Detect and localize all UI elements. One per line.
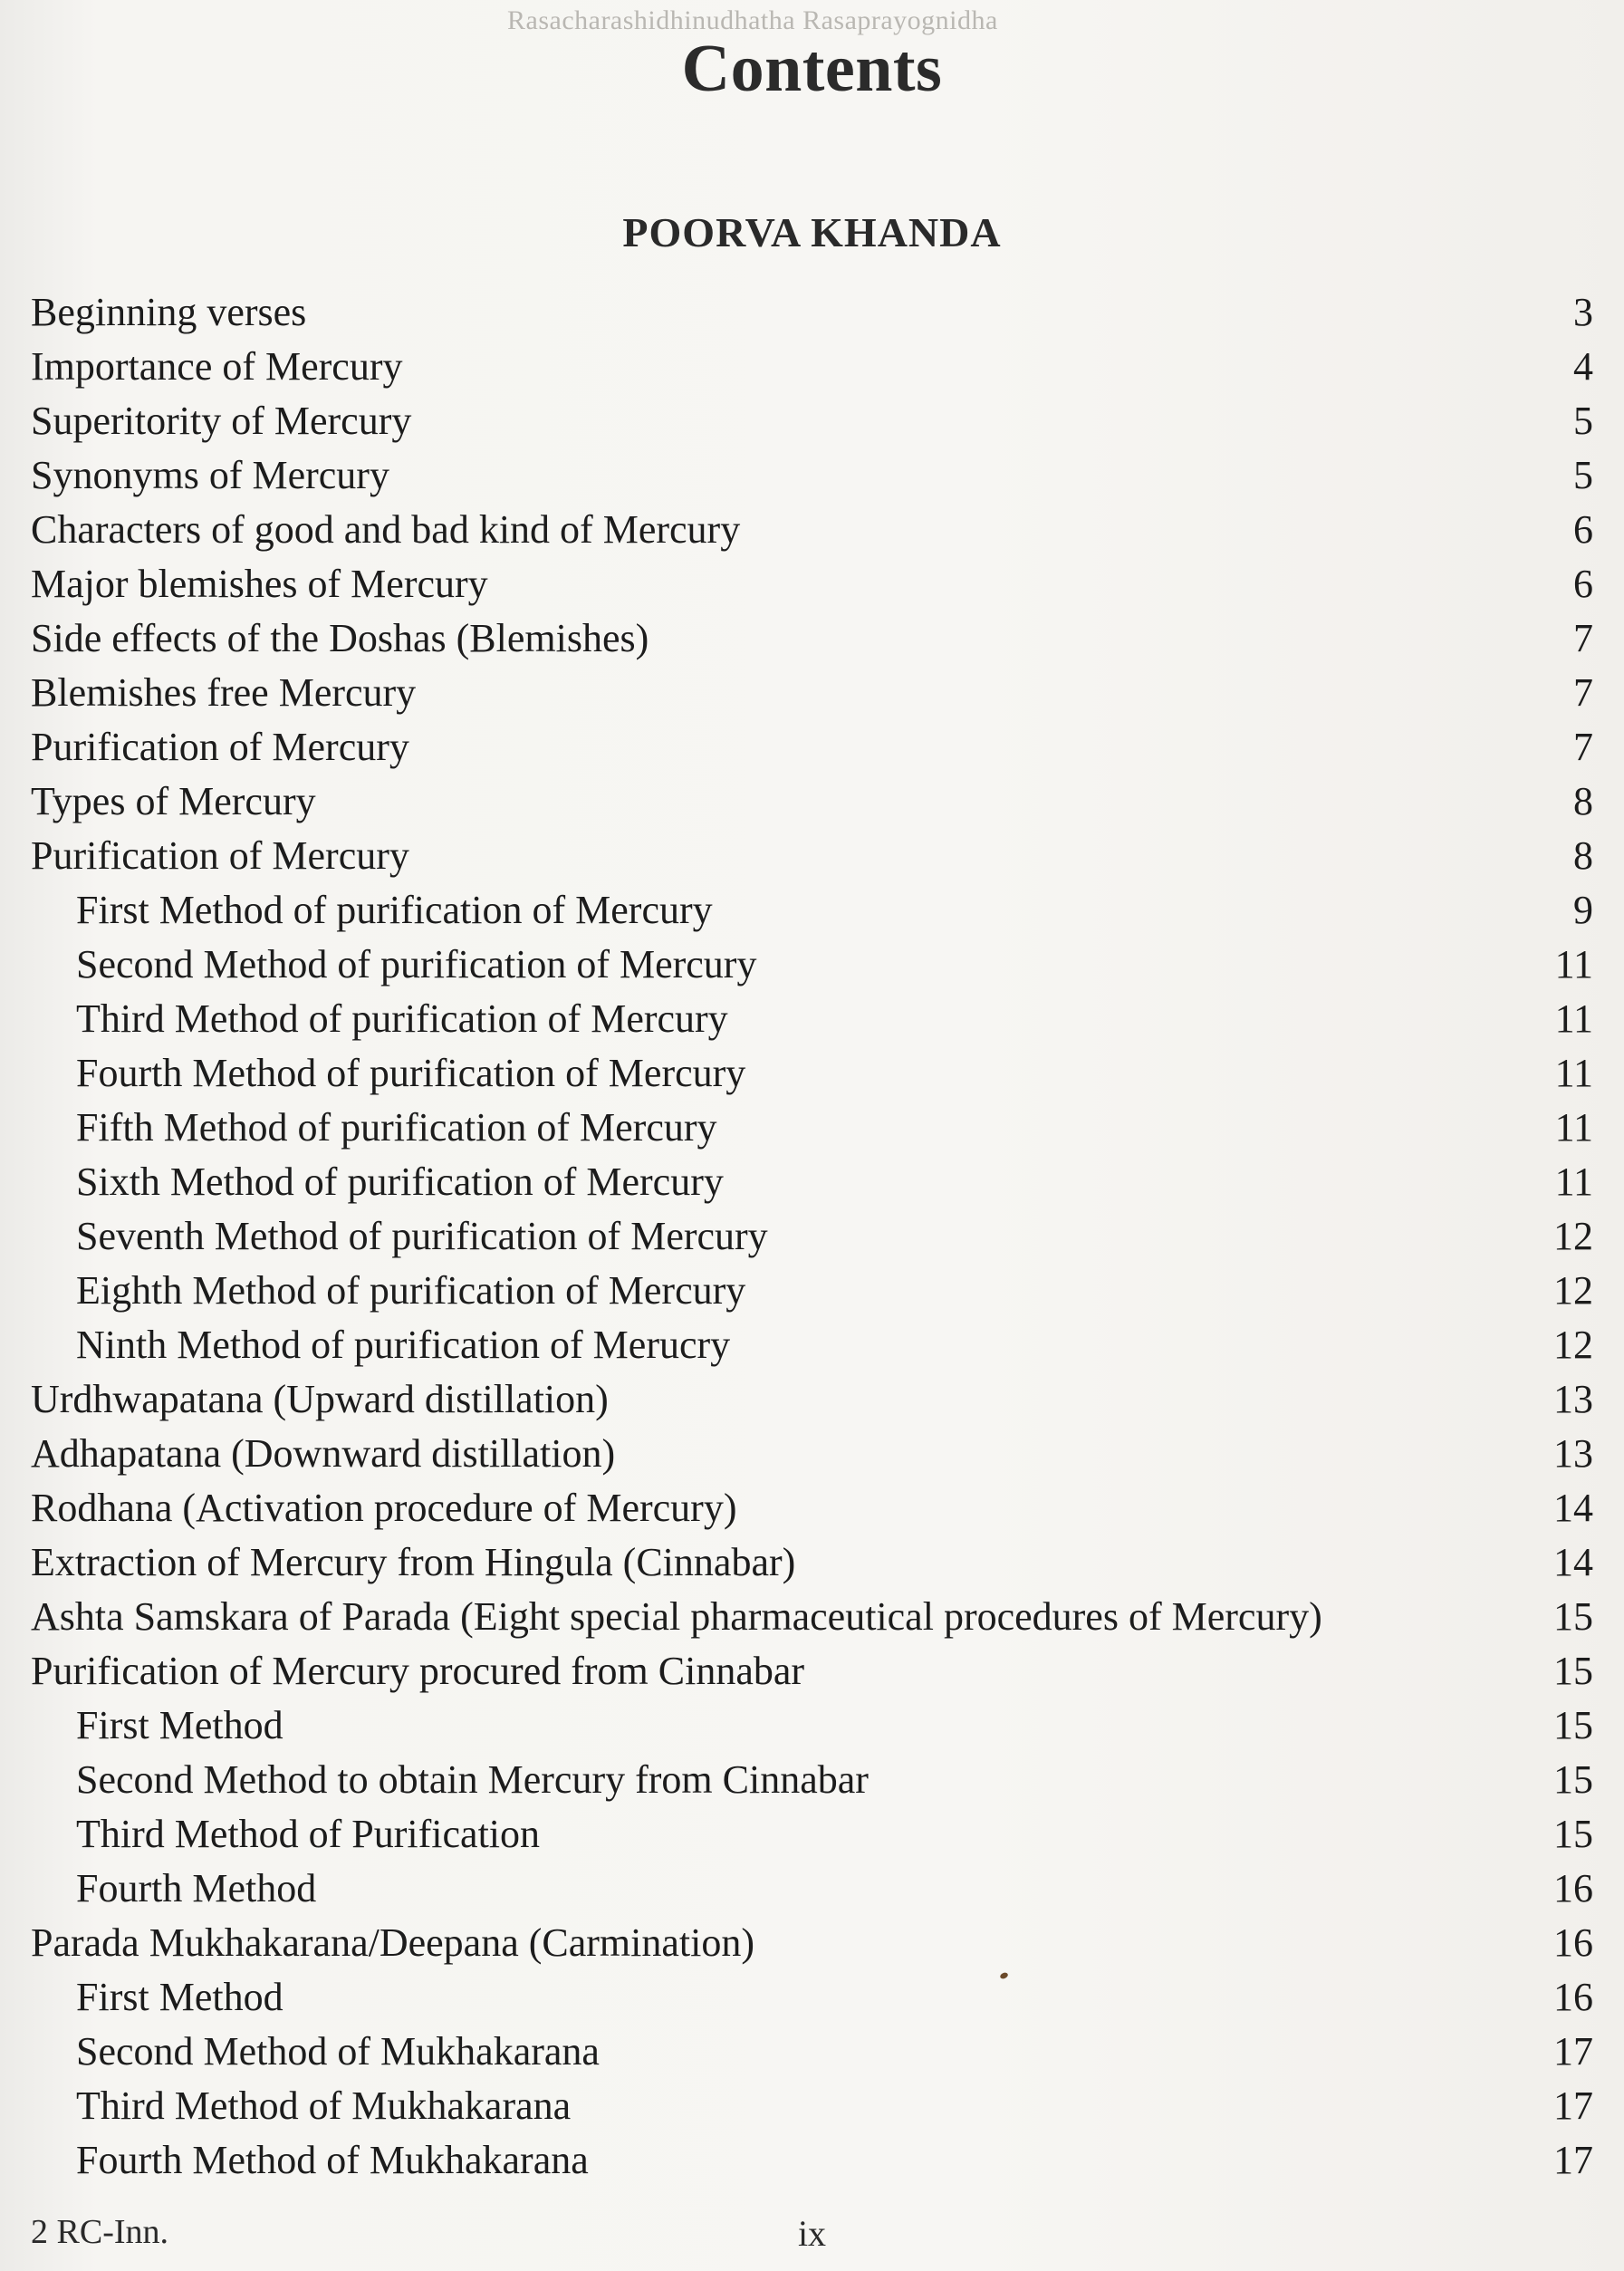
toc-entry-page: 13 bbox=[1553, 1377, 1593, 1421]
toc-entry bbox=[31, 340, 1593, 394]
toc-entry bbox=[31, 394, 1593, 448]
toc-entry-title: First Method of purification of Mercury bbox=[76, 888, 713, 932]
toc-entry-title: Fourth Method of Mukhakarana bbox=[76, 2138, 589, 2182]
toc-entry-title: First Method bbox=[76, 1703, 283, 1747]
page-number-roman: ix bbox=[797, 2213, 827, 2254]
toc-entry bbox=[31, 1155, 1593, 1209]
toc-entry bbox=[31, 1916, 1593, 1970]
toc-entry-page: 15 bbox=[1553, 1649, 1593, 1693]
toc-entry-title: Eighth Method of purification of Mercury bbox=[76, 1268, 746, 1313]
toc-entry-title: Seventh Method of purification of Mercury bbox=[76, 1214, 768, 1258]
toc-entry bbox=[31, 1209, 1593, 1264]
toc-entry-title: Purification of Mercury bbox=[31, 725, 409, 769]
toc-entry-page: 15 bbox=[1553, 1703, 1593, 1747]
toc-entry bbox=[31, 1535, 1593, 1590]
toc-entry-page: 15 bbox=[1553, 1812, 1593, 1856]
toc-entry-title: Second Method of purification of Mercury bbox=[76, 942, 757, 986]
toc-entry-page: 17 bbox=[1553, 2138, 1593, 2182]
toc-entry-page: 16 bbox=[1553, 1866, 1593, 1910]
toc-entry-page: 4 bbox=[1573, 344, 1593, 389]
toc-entry-title: Characters of good and bad kind of Mercury bbox=[31, 507, 741, 552]
toc-entry-title: Ninth Method of purification of Merucry bbox=[76, 1323, 731, 1367]
toc-entry bbox=[31, 503, 1593, 557]
toc-entry bbox=[31, 557, 1593, 611]
toc-entry bbox=[31, 1698, 1593, 1753]
toc-entry-page: 14 bbox=[1553, 1486, 1593, 1530]
footer-signature: 2 RC-Inn. bbox=[31, 2213, 168, 2251]
toc-entry bbox=[31, 2025, 1593, 2079]
toc-entry-title: Importance of Mercury bbox=[31, 344, 403, 389]
toc-entry bbox=[31, 448, 1593, 503]
toc-entry bbox=[31, 666, 1593, 720]
toc-entry-title: Second Method to obtain Mercury from Cinnabar bbox=[76, 1757, 869, 1802]
toc-entry-title: Extraction of Mercury from Hingula (Cinnabar) bbox=[31, 1540, 796, 1584]
toc-entry bbox=[31, 992, 1593, 1046]
toc-entry-title: Third Method of Mukhakarana bbox=[76, 2083, 572, 2128]
toc-entry bbox=[31, 1481, 1593, 1535]
toc-entry-title: Purification of Mercury procured from Cinnabar bbox=[31, 1649, 805, 1693]
toc-entry bbox=[31, 1970, 1593, 2025]
toc-entry-title: Fourth Method of purification of Mercury bbox=[76, 1051, 746, 1095]
toc-entry bbox=[31, 1807, 1593, 1862]
toc-entry-page: 15 bbox=[1553, 1594, 1593, 1639]
toc-entry-title: Fourth Method bbox=[76, 1866, 317, 1910]
toc-entry-page: 7 bbox=[1573, 725, 1593, 769]
toc-entry-title: Third Method of Purification bbox=[76, 1812, 541, 1856]
toc-entry bbox=[31, 2133, 1593, 2188]
toc-entry bbox=[31, 829, 1593, 883]
toc-entry-page: 11 bbox=[1554, 942, 1593, 986]
toc-entry bbox=[31, 1590, 1593, 1644]
toc-entry-title: Major blemishes of Mercury bbox=[31, 562, 488, 606]
toc-entry-page: 14 bbox=[1553, 1540, 1593, 1584]
toc-entry-page: 16 bbox=[1553, 1975, 1593, 2019]
toc-entry-title: First Method bbox=[76, 1975, 283, 2019]
toc-entry-page: 3 bbox=[1573, 290, 1593, 334]
toc-entry bbox=[31, 611, 1593, 666]
toc-entry-page: 12 bbox=[1553, 1214, 1593, 1258]
toc-entry-title: Parada Mukhakarana/Deepana (Carmination) bbox=[31, 1920, 754, 1965]
running-header-bleed: Rasacharashidhinudhatha Rasaprayognidha bbox=[507, 5, 998, 35]
toc-entry bbox=[31, 775, 1593, 829]
toc-entry-page: 5 bbox=[1573, 453, 1593, 497]
toc-entry-title: Urdhwapatana (Upward distillation) bbox=[31, 1377, 609, 1421]
toc-entry-page: 7 bbox=[1573, 616, 1593, 660]
section-heading: POORVA KHANDA bbox=[622, 209, 1002, 255]
toc-entry bbox=[31, 1046, 1593, 1101]
toc-entry-page: 13 bbox=[1553, 1431, 1593, 1476]
toc-entry bbox=[31, 285, 1593, 340]
toc-entry-page: 11 bbox=[1554, 1051, 1593, 1095]
toc-entry bbox=[31, 1264, 1593, 1318]
toc-entry bbox=[31, 1644, 1593, 1698]
toc-entry bbox=[31, 1318, 1593, 1372]
toc-entry-title: Blemishes free Mercury bbox=[31, 670, 417, 715]
toc-entry bbox=[31, 2079, 1593, 2133]
toc-entry-title: Sixth Method of purification of Mercury bbox=[76, 1160, 724, 1204]
toc-entry-page: 16 bbox=[1553, 1920, 1593, 1965]
toc-entry-page: 12 bbox=[1553, 1268, 1593, 1313]
toc-entry-title: Superitority of Mercury bbox=[31, 399, 412, 443]
toc-entry-title: Types of Mercury bbox=[31, 779, 316, 823]
toc-entry-page: 12 bbox=[1553, 1323, 1593, 1367]
toc-entry-title: Ashta Samskara of Parada (Eight special pharmaceutical procedures of Mercury) bbox=[31, 1594, 1322, 1639]
toc-entry bbox=[31, 1372, 1593, 1427]
toc-entry-page: 11 bbox=[1554, 996, 1593, 1041]
toc-entry-page: 8 bbox=[1573, 833, 1593, 878]
toc-entry-page: 5 bbox=[1573, 399, 1593, 443]
toc-entry bbox=[31, 938, 1593, 992]
toc-entry-page: 11 bbox=[1554, 1160, 1593, 1204]
toc-entry-page: 6 bbox=[1573, 562, 1593, 606]
toc-entry bbox=[31, 1753, 1593, 1807]
toc-entry-title: Adhapatana (Downward distillation) bbox=[31, 1431, 616, 1476]
toc-entry-page: 6 bbox=[1573, 507, 1593, 552]
toc-entry bbox=[31, 883, 1593, 938]
toc-entry-page: 9 bbox=[1573, 888, 1593, 932]
page-title: Contents bbox=[681, 32, 943, 106]
toc-entry-page: 17 bbox=[1553, 2029, 1593, 2074]
toc-entry-title: Synonyms of Mercury bbox=[31, 453, 389, 497]
toc-entry-page: 17 bbox=[1553, 2083, 1593, 2128]
toc-entry-title: Side effects of the Doshas (Blemishes) bbox=[31, 616, 649, 660]
toc-entry-page: 11 bbox=[1554, 1105, 1593, 1150]
toc-entry bbox=[31, 1862, 1593, 1916]
toc-entry-page: 8 bbox=[1573, 779, 1593, 823]
toc-entry-title: Rodhana (Activation procedure of Mercury) bbox=[31, 1486, 737, 1530]
toc-entry-title: Purification of Mercury bbox=[31, 833, 409, 878]
toc-entry-page: 7 bbox=[1573, 670, 1593, 715]
toc-entry bbox=[31, 1101, 1593, 1155]
toc-entry-page: 15 bbox=[1553, 1757, 1593, 1802]
toc-entry-title: Third Method of purification of Mercury bbox=[76, 996, 728, 1041]
toc-entry-title: Second Method of Mukhakarana bbox=[76, 2029, 600, 2074]
toc-entry-title: Beginning verses bbox=[31, 290, 307, 334]
table-of-contents bbox=[31, 285, 1593, 2188]
toc-entry bbox=[31, 720, 1593, 775]
toc-entry bbox=[31, 1427, 1593, 1481]
toc-entry-title: Fifth Method of purification of Mercury bbox=[76, 1105, 717, 1150]
